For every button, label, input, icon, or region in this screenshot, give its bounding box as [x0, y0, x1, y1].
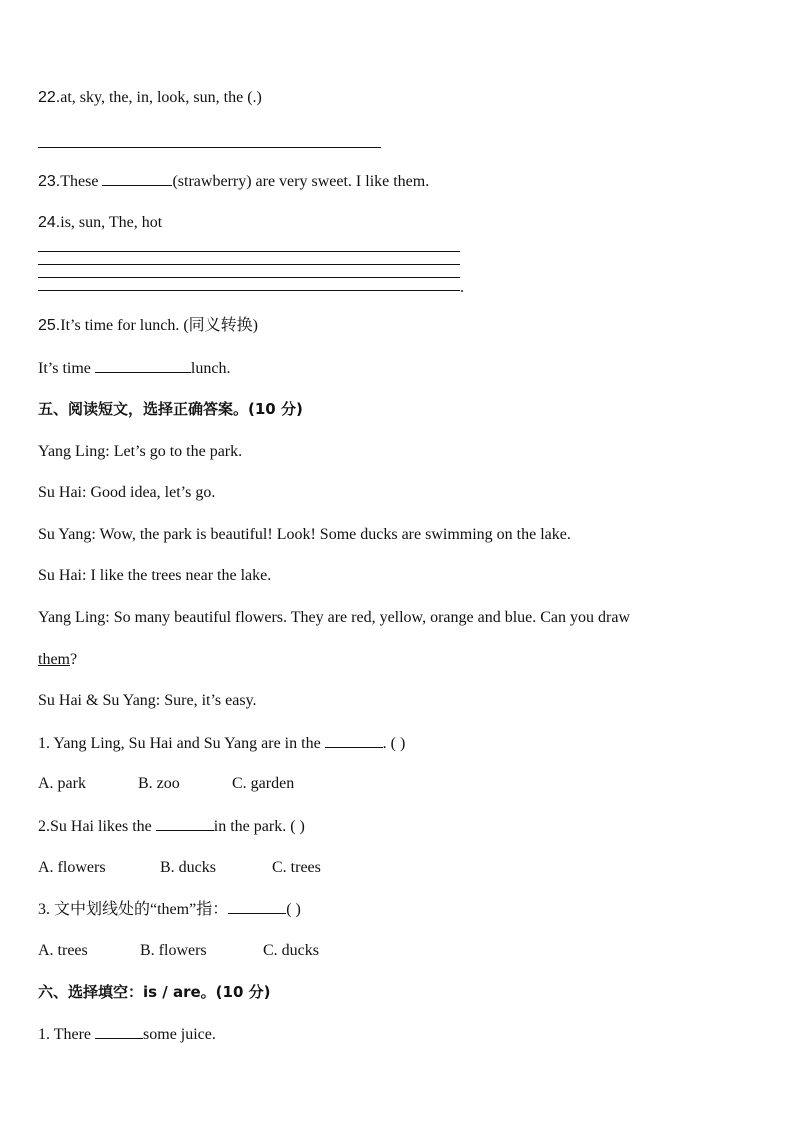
- option-c[interactable]: C. trees: [272, 859, 321, 876]
- answer-line[interactable]: [38, 251, 460, 252]
- option-b[interactable]: B. flowers: [140, 942, 207, 959]
- option-c[interactable]: C. garden: [232, 775, 295, 792]
- underlined-word: them: [38, 651, 70, 668]
- section-6-heading: 六、选择填空：is / are。(10 分): [38, 983, 271, 1001]
- question-text-post: ( ): [286, 901, 301, 918]
- question-mark: ?: [70, 651, 78, 668]
- period-mark: .: [460, 279, 464, 296]
- reading-question-3: [38, 899, 301, 920]
- answer-blank[interactable]: [228, 899, 286, 914]
- question-number: 22.: [38, 89, 61, 106]
- dialogue-line: Su Hai & Su Yang: Sure, it’s easy.: [38, 692, 257, 709]
- question-text-pre: 3. 文中划线处的“them”指：: [38, 901, 229, 918]
- question-text: at, sky, the, in, look, sun, the (.): [60, 89, 262, 106]
- question-25-answer: [38, 358, 230, 379]
- question-number: 23.: [38, 173, 61, 190]
- dialogue-line: Su Yang: Wow, the park is beautiful! Look! Some ducks are swimming on the lake.: [38, 526, 571, 543]
- answer-text-pre: It’s time: [38, 360, 95, 377]
- question-text-post: some juice.: [143, 1026, 216, 1043]
- dialogue-line: Su Hai: Good idea, let’s go.: [38, 484, 216, 501]
- question-text-pre: These: [60, 173, 103, 190]
- question-22: [38, 88, 262, 108]
- dialogue-line: Yang Ling: Let’s go to the park.: [38, 443, 243, 460]
- question-text: is, sun, The, hot: [60, 214, 163, 231]
- dialogue-line: Yang Ling: So many beautiful flowers. They are red, yellow, orange and blue. Can you draw: [38, 609, 631, 626]
- answer-blank[interactable]: [325, 733, 383, 748]
- answer-line[interactable]: [38, 277, 460, 278]
- question-text-post: . ( ): [382, 735, 406, 752]
- fill-question-1: [38, 1024, 216, 1045]
- answer-blank[interactable]: [156, 816, 214, 831]
- question-text-post: (strawberry) are very sweet. I like them.: [172, 173, 430, 190]
- question-23: [38, 171, 429, 192]
- dialogue-line: Su Hai: I like the trees near the lake.: [38, 567, 272, 584]
- question-text: It’s time for lunch. (同义转换): [60, 317, 258, 334]
- section-5-heading: 五、阅读短文，选择正确答案。(10 分): [38, 400, 303, 418]
- question-number: 25.: [38, 317, 61, 334]
- question-number: 24.: [38, 214, 61, 231]
- option-a[interactable]: A. flowers: [38, 859, 106, 876]
- option-a[interactable]: A. trees: [38, 942, 88, 959]
- option-a[interactable]: A. park: [38, 775, 86, 792]
- answer-text-post: lunch.: [190, 360, 231, 377]
- question-text-pre: 1. Yang Ling, Su Hai and Su Yang are in the: [38, 735, 325, 752]
- option-c[interactable]: C. ducks: [263, 942, 319, 959]
- answer-blank[interactable]: [102, 171, 172, 186]
- question-text-post: in the park. ( ): [213, 818, 305, 835]
- dialogue-line: [38, 650, 77, 670]
- question-text-pre: 1. There: [38, 1026, 96, 1043]
- reading-question-2: [38, 816, 305, 837]
- answer-line[interactable]: [38, 290, 460, 291]
- options-row: [38, 858, 321, 878]
- option-b[interactable]: B. zoo: [138, 775, 180, 792]
- question-25: [38, 316, 258, 336]
- reading-question-1: [38, 733, 405, 754]
- option-b[interactable]: B. ducks: [160, 859, 216, 876]
- question-24: [38, 213, 162, 233]
- options-row: [38, 774, 294, 794]
- question-text-pre: 2.Su Hai likes the: [38, 818, 156, 835]
- answer-line[interactable]: [38, 264, 460, 265]
- answer-line[interactable]: [38, 147, 381, 148]
- answer-blank[interactable]: [95, 1024, 143, 1039]
- answer-blank[interactable]: [95, 358, 191, 373]
- options-row: [38, 941, 319, 961]
